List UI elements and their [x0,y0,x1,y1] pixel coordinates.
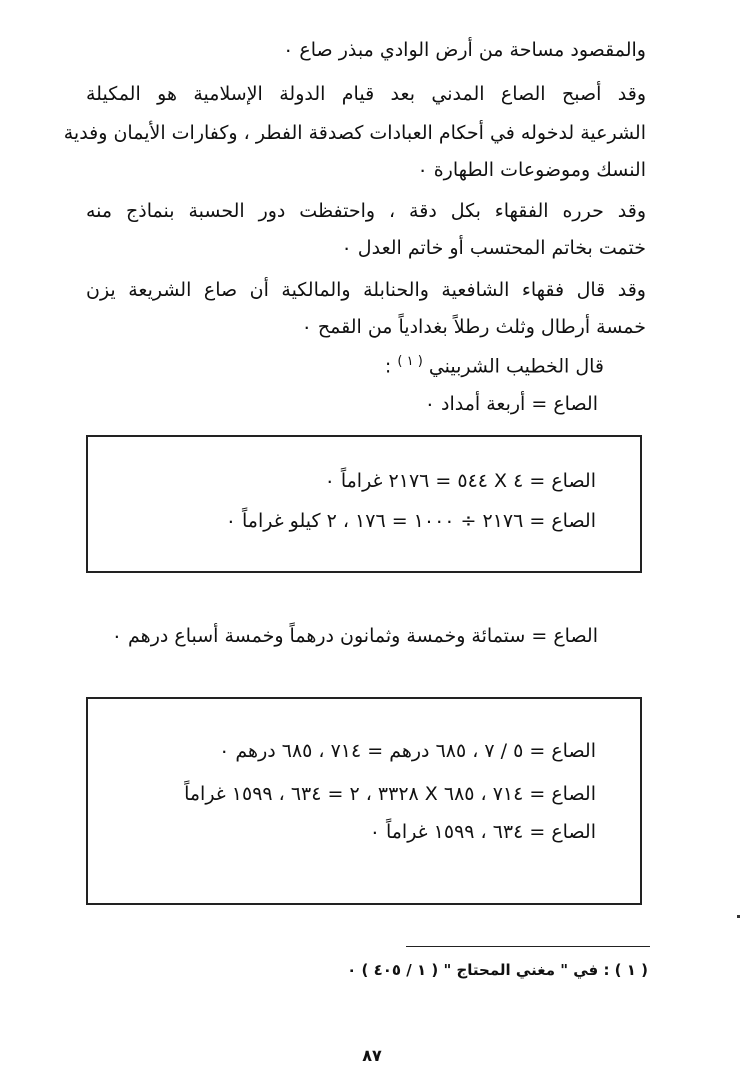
paragraph-saa-madani-line2: الشرعية لدخوله في أحكام العبادات كصدقة الفطر ، وكفارات الأيمان وفدية [63,122,646,144]
box2-equation-3: الصاع = ٦٣٤ ، ١٥٩٩ غراماً ٠ [369,821,596,843]
box2-equation-1: الصاع = ٥ / ٧ ، ٦٨٥ درهم = ٧١٤ ، ٦٨٥ درهم ٠ [219,740,596,762]
footnote-divider [406,946,650,947]
footnote: ( ١ ) : في " مغني المحتاج " ( ١ / ٤٠٥ ) ٠ [347,961,648,979]
paragraph-plot-area: والمقصود مساحة من أرض الوادي مبذر صاع ٠ [283,39,646,61]
quote-intro-text: قال الخطيب الشربيني [428,355,604,378]
paragraph-fuqaha-line1: وقد قال فقهاء الشافعية والحنابلة والمالكية أن صاع الشريعة يزن [86,279,646,301]
box2-equation-2: الصاع = ٧١٤ ، ٦٨٥ X ٣٣٢٨ ، ٢ = ٦٣٤ ، ١٥٩٩ غراماً [184,783,596,805]
page-number: ٨٧ [362,1046,382,1065]
dirham-line: الصاع = ستمائة وخمسة وثمانون درهماً وخمسة أسباع درهم ٠ [111,625,598,647]
calculation-box-grams [86,435,642,573]
paragraph-saa-madani-line1: وقد أصبح الصاع المدني بعد قيام الدولة الإسلامية هو المكيلة [86,83,646,105]
saa-amdad-line: الصاع = أربعة أمداد ٠ [424,393,598,415]
calculation-box-dirham [86,697,642,905]
scan-mark [737,915,740,918]
paragraph-hisba-line2: ختمت بخاتم المحتسب أو خاتم العدل ٠ [341,237,646,259]
box1-equation-2: الصاع = ٢١٧٦ ÷ ١٠٠٠ = ١٧٦ ، ٢ كيلو غراماً ٠ [225,510,596,532]
paragraph-saa-madani-line3: النسك وموضوعات الطهارة ٠ [417,159,646,181]
quote-intro-line [385,348,604,380]
paragraph-fuqaha-line2: خمسة أرطال وثلث رطلاً بغدادياً من القمح ٠ [301,316,646,338]
paragraph-hisba-line1: وقد حرره الفقهاء بكل دقة ، واحتفظت دور الحسبة بنماذج منه [86,200,646,222]
box1-equation-1: الصاع = ٤ X ٥٤٤ = ٢١٧٦ غراماً ٠ [324,470,596,492]
footnote-reference: ( ١ ) [397,354,423,369]
quote-colon: : [384,355,392,378]
